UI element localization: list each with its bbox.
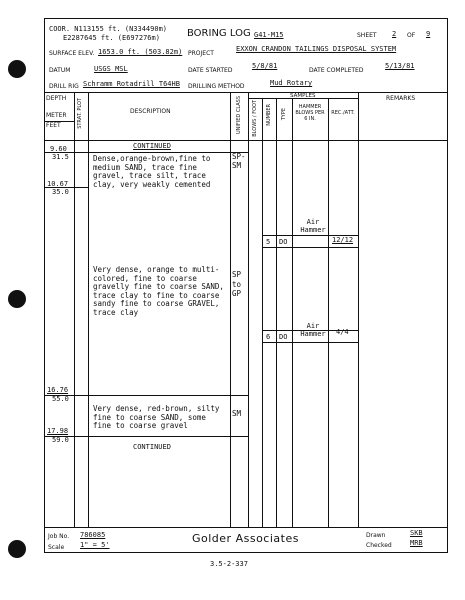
col-divider-class — [248, 92, 249, 527]
col-divider-hammer — [328, 98, 329, 527]
scale-value: 1" = 5' — [80, 541, 110, 549]
depth-meter-16-76: 16.76 — [47, 386, 69, 394]
sample-6-hammer-type: Air Hammer — [300, 322, 326, 338]
surface-elev-value: 1653.0 ft. (503.82m) — [98, 48, 183, 56]
col-divider-depth — [74, 92, 75, 527]
depth-header: DEPTH — [46, 95, 67, 102]
job-no-label: Job No. — [48, 533, 70, 540]
hammer-blows-header: HAMMER BLOWS PER 6 IN. — [295, 104, 325, 122]
feet-header: FEET — [46, 122, 61, 129]
continued-top: CONTINUED — [133, 142, 171, 150]
soil-description-1: Dense,orange-brown,fine to medium SAND, trace fine gravel, trace silt, trace clay, very weakly cemented — [93, 154, 211, 189]
checked-label: Checked — [366, 542, 392, 549]
col-divider-desc — [230, 92, 231, 527]
sample-6-recovery: 4/4 — [336, 328, 349, 336]
datum-label: DATUM — [49, 67, 71, 74]
meter-header: METER — [46, 112, 67, 119]
sample-5-number: 5 — [266, 238, 271, 246]
table-top-rule — [44, 92, 448, 93]
col-divider-type — [292, 98, 293, 527]
depth-meter-10-67: 10.67 — [47, 180, 69, 188]
project-value: EXXON CRANDON TAILINGS DISPOSAL SYSTEM — [236, 45, 397, 53]
depth-feet-31-5: 31.5 — [52, 153, 69, 161]
stratum-boundary-59-0 — [44, 436, 248, 437]
date-completed-value: 5/13/81 — [385, 62, 415, 70]
stratum-boundary-55-0 — [44, 395, 248, 396]
sample-5-hammer-type: Air Hammer — [300, 218, 326, 234]
col-divider-blows — [262, 98, 263, 527]
column-header-rule — [44, 140, 448, 141]
depth-feet-59-0: 59.0 — [52, 436, 69, 444]
remarks-header: REMARKS — [386, 95, 416, 102]
sample-6-bottom-rule — [262, 342, 358, 343]
samples-header: SAMPLES — [290, 93, 316, 99]
number-header: NUMBER — [266, 104, 272, 126]
page-reference: 3.5-2-337 — [210, 560, 248, 568]
binder-hole-middle — [8, 290, 26, 308]
sheet-of-label: OF — [407, 32, 416, 39]
datum-value: USGS MSL — [94, 65, 128, 73]
unified-class-header: UNIFIED CLASS — [236, 96, 242, 134]
drawn-value: SKB — [410, 529, 423, 537]
coordinate-east: E2287645 ft. (E697276m) — [63, 34, 160, 42]
stratum-boundary-35-0 — [44, 187, 88, 188]
binder-hole-bottom — [8, 540, 26, 558]
col-divider-strat — [88, 92, 89, 527]
boring-log-title: BORING LOG — [187, 28, 251, 39]
surface-elev-label: SURFACE ELEV. — [49, 50, 95, 57]
col-divider-number — [276, 98, 277, 527]
depth-feet-35-0: 35.0 — [52, 188, 69, 196]
stratum-boundary-31-5 — [44, 152, 248, 153]
drilling-method-label: DRILLING METHOD — [188, 83, 245, 90]
continued-bottom: CONTINUED — [133, 443, 171, 451]
binder-hole-top — [8, 60, 26, 78]
soil-class-2a: SP — [232, 270, 242, 279]
footer-rule — [44, 527, 448, 528]
sample-5-type: DO — [279, 238, 288, 246]
date-started-label: DATE STARTED — [188, 67, 233, 74]
soil-description-2: Very dense, orange to multi-colored, fine to coarse gravelly fine to coarse SAND, trace clay to fine to coarse sandy fine to coarse GRAVEL, trace clay — [93, 265, 224, 317]
drawn-label: Drawn — [366, 532, 386, 539]
date-completed-label: DATE COMPLETED — [309, 67, 364, 74]
type-header: TYPE — [281, 108, 287, 121]
sheet-number: 2 — [392, 30, 397, 38]
coordinate-north: COOR. N113155 ft. (N334490m) — [49, 25, 168, 33]
sample-6-number: 6 — [266, 333, 271, 341]
job-no-value: 786085 — [80, 531, 106, 539]
sample-5-bottom-rule — [262, 247, 358, 248]
depth-meter-9-60: 9.60 — [50, 145, 67, 153]
drill-rig-value: Schramm Rotadrill T64HB — [83, 80, 180, 88]
blows-foot-header: BLOWS / FOOT — [252, 100, 258, 137]
rec-att-header: REC./ATT. — [331, 110, 355, 116]
col-divider-rec — [358, 92, 359, 527]
company-name: Golder Associates — [192, 532, 299, 545]
sheet-total: 9 — [426, 30, 431, 38]
sample-6-type: DO — [279, 333, 288, 341]
depth-feet-55-0: 55.0 — [52, 395, 69, 403]
soil-description-3: Very dense, red-brown, silty fine to coarse SAND, some fine to coarse gravel — [93, 404, 220, 431]
strat-plot-header: STRAT. PLOT — [77, 98, 83, 129]
date-started-value: 5/8/81 — [252, 62, 278, 70]
soil-class-1: SP-SM — [232, 152, 246, 170]
boring-log-id: G41-M15 — [254, 31, 284, 39]
description-header: DESCRIPTION — [130, 108, 171, 115]
soil-class-3: SM — [232, 409, 242, 418]
soil-class-2c: GP — [232, 289, 242, 298]
project-label: PROJECT — [188, 50, 214, 57]
scale-label: Scale — [48, 544, 65, 551]
checked-value: MRB — [410, 539, 423, 547]
sample-5-recovery: 12/12 — [332, 236, 354, 244]
drill-rig-label: DRILL RIG — [49, 83, 79, 90]
meter-feet-rule — [44, 121, 74, 122]
drilling-method-value: Mud Rotary — [270, 79, 313, 87]
soil-class-2b: to — [232, 280, 242, 289]
sheet-label: SHEET — [357, 32, 377, 39]
depth-meter-17-98: 17.98 — [47, 427, 69, 435]
